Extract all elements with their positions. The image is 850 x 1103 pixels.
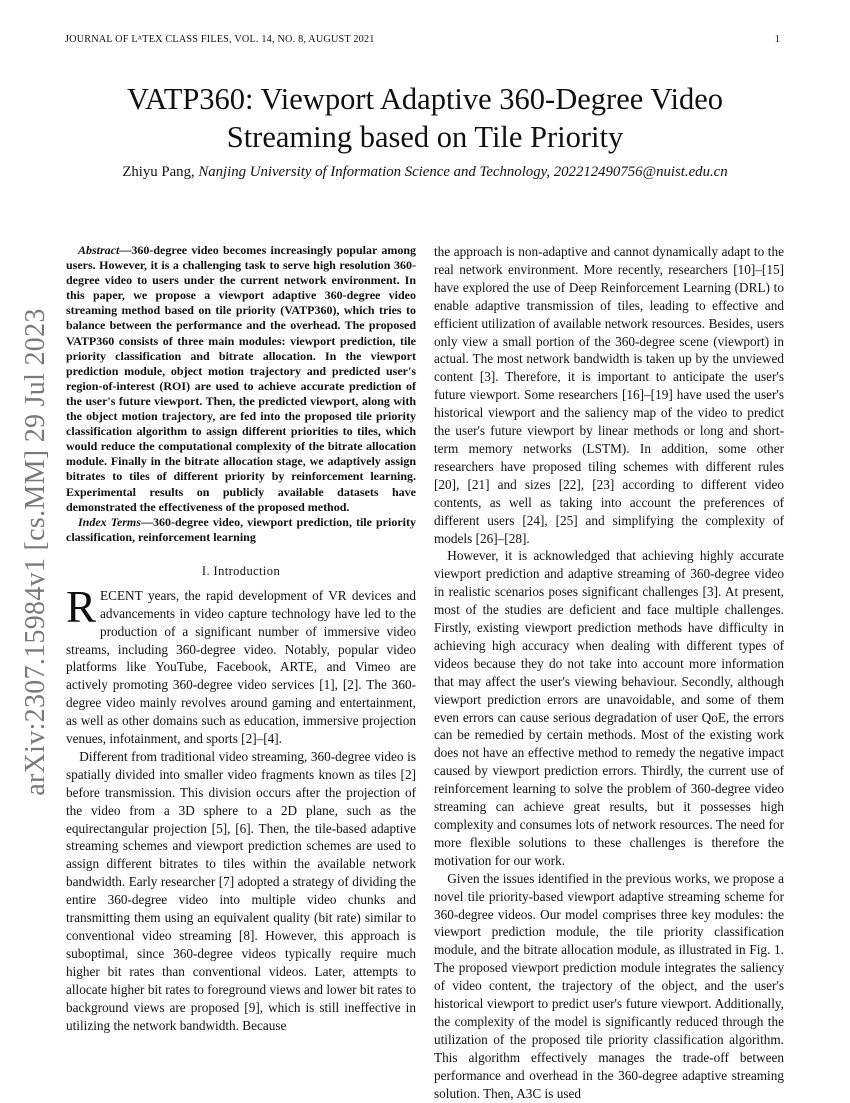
- right-column: [434, 243, 784, 1103]
- index-terms-text: —360-degree video, viewport prediction, tile priority classification, reinforcement learning: [66, 514, 417, 544]
- index-terms-label: Index Terms: [78, 514, 141, 529]
- intro-paragraph-4: Given the issues identified in the previous works, we propose a novel tile priority-based viewport adaptive streaming scheme for 360-degree videos. Our model comprises three key modules: the viewport prediction module, the tile priority classification module, and the bitrate allocation module, as illustrated in Fig. 1. The proposed viewport prediction module integrates the saliency of video content, the trajectory of the object, and the user's historical viewport to predict user's future viewport. Additionally, the complexity of the model is significantly reduced through the utilization of the proposed tile priority classification algorithm. This algorithm effectively manages the trade-off between performance and overhead in the 360-degree adaptive streaming solution. Then, A3C is used: [434, 870, 784, 1101]
- arxiv-id: arXiv:2307.15984v1 [cs.MM] 29 Jul 2023: [20, 308, 51, 796]
- author-line: [60, 164, 790, 181]
- first-word: ECENT: [100, 587, 143, 603]
- title-line-2: Streaming based on Tile Priority: [226, 120, 624, 154]
- intro-p1-text: years, the rapid development of VR devices and advancements in video capture technology have led to the production of a significant number of immersive video streams, including 360-degree video. Notably, popular video platforms like YouTube, Facebook, ARTE, and Vimeo are actively promoting 360-degree video services [1], [2]. The 360-degree video mainly revolves around gaming and entertainment, as well as other domains such as education, immersive projection venues, infotainment, and sports [2]–[4].: [66, 587, 416, 747]
- abstract-label: Abstract: [78, 243, 120, 257]
- left-column: [66, 243, 416, 1034]
- author-name: Zhiyu Pang,: [122, 164, 195, 180]
- journal-header: JOURNAL OF LᴬTEX CLASS FILES, VOL. 14, NO. 8, AUGUST 2021: [65, 34, 375, 45]
- running-header: [65, 34, 780, 48]
- intro-paragraph-1: [66, 581, 416, 748]
- intro-paragraph-3: However, it is acknowledged that achieving highly accurate viewport prediction and adaptive streaming of 360-degree video in realistic scenarios poses significant challenges [3]. At present, most of the studies are deficient and face multiple challenges. Firstly, existing viewport prediction methods have difficulty in achieving high accuracy when dealing with different types of videos because they do not take into account more information that may affect the user's viewing behaviour. Secondly, although viewport prediction errors are unavoidable, and some of them even errors can cause serious degradation of user QoE, the errors can be remedied by certain methods. Most of the existing work does not have an effective method to remedy the negative impact caused by viewport prediction errors. Thirdly, the current use of reinforcement learning to solve the problem of 360-degree video streaming can achieve great results, but it possesses high complexity and consumes lots of network resources. The need for more flexible solutions to these challenges is therefore the motivation for our work.: [434, 548, 784, 868]
- paper-title: [70, 80, 780, 156]
- abstract-text: —360-degree video becomes increasingly popular among users. However, it is a challenging task to serve high resolution 360-degree video to users under the current network environment. In this paper, we propose a viewport adaptive 360-degree video streaming method based on tile priority (VATP360), which tries to balance between the performance and the overhead. The proposed VATP360 consists of three main modules: viewport prediction, tile priority classification and bitrate allocation. In the viewport prediction module, object motion trajectory and predicted user's region-of-interest (ROI) are used to achieve accurate prediction of the user's future viewport. Then, the predicted viewport, along with the object motion trajectory, are fed into the proposed tile priority classification algorithm to assign different priorities to tiles, which would reduce the computational complexity of the bitrate allocation module. Finally in the bitrate allocation stage, we adaptively assign bitrates to tiles of different priority by reinforcement learning. Experimental results on publicly available datasets have demonstrated the effectiveness of the proposed method.: [66, 243, 416, 514]
- intro-paragraph-2: Different from traditional video streaming, 360-degree video is spatially divided into smaller video fragments known as tiles [2] before transmission. This division occurs after the projection of the video from a 3D sphere to a 2D plane, such as the equirectangular projection [5], [6]. Then, the tile-based adaptive streaming schemes and viewport prediction schemes are used to assign different bitrates to tiles within the available network bandwidth. Early researcher [7] adopted a strategy of dividing the entire 360-degree video into multiple video chunks and transmitting them using an equivalent quality (bit rate) similar to conventional video streaming [8]. However, this approach is suboptimal, since 360-degree videos typically require much higher bit rates than conventional videos. Later, attempts to allocate higher bit rates to foreground views and lower bit rates to background views are proposed [9], which is still ineffective in utilizing the network bandwidth. Because: [66, 748, 416, 1033]
- index-terms: [66, 515, 416, 545]
- drop-cap: R: [66, 581, 97, 632]
- page-number: 1: [774, 34, 780, 45]
- author-affiliation: Nanjing University of Information Science and Technology, 202212490756@nuist.edu.cn: [198, 164, 728, 180]
- intro-paragraph-2-continued: the approach is non-adaptive and cannot dynamically adapt to the real network environment. More recently, researchers [10]–[15] have explored the use of Deep Reinforcement Learning (DRL) to enable adaptive transmission of tiles, leading to effective and efficient utilization of available network resources. Besides, users only view a small portion of the 360-degree scene (viewport) in actual. The most network bandwidth is taken up by the unviewed content [3]. Therefore, it is important to anticipate the user's future viewport. Some researchers [16]–[19] have used the user's historical viewport and the saliency map of the video to predict the user's future viewport by linear methods or long and short-term memory networks (LSTM). In addition, some other researchers have proposed tiling schemes with different rules [20], [21] and sizes [22], [23] according to different video contents, as well as taking into account the preferences of different users [24], [25] and simplifying the complexity of models [26]–[28].: [434, 244, 784, 546]
- section-heading: I. Introduction: [201, 563, 281, 578]
- abstract: [66, 243, 416, 515]
- arxiv-sidebar: [18, 292, 54, 812]
- title-line-1: VATP360: Viewport Adaptive 360-Degree Video: [126, 82, 724, 116]
